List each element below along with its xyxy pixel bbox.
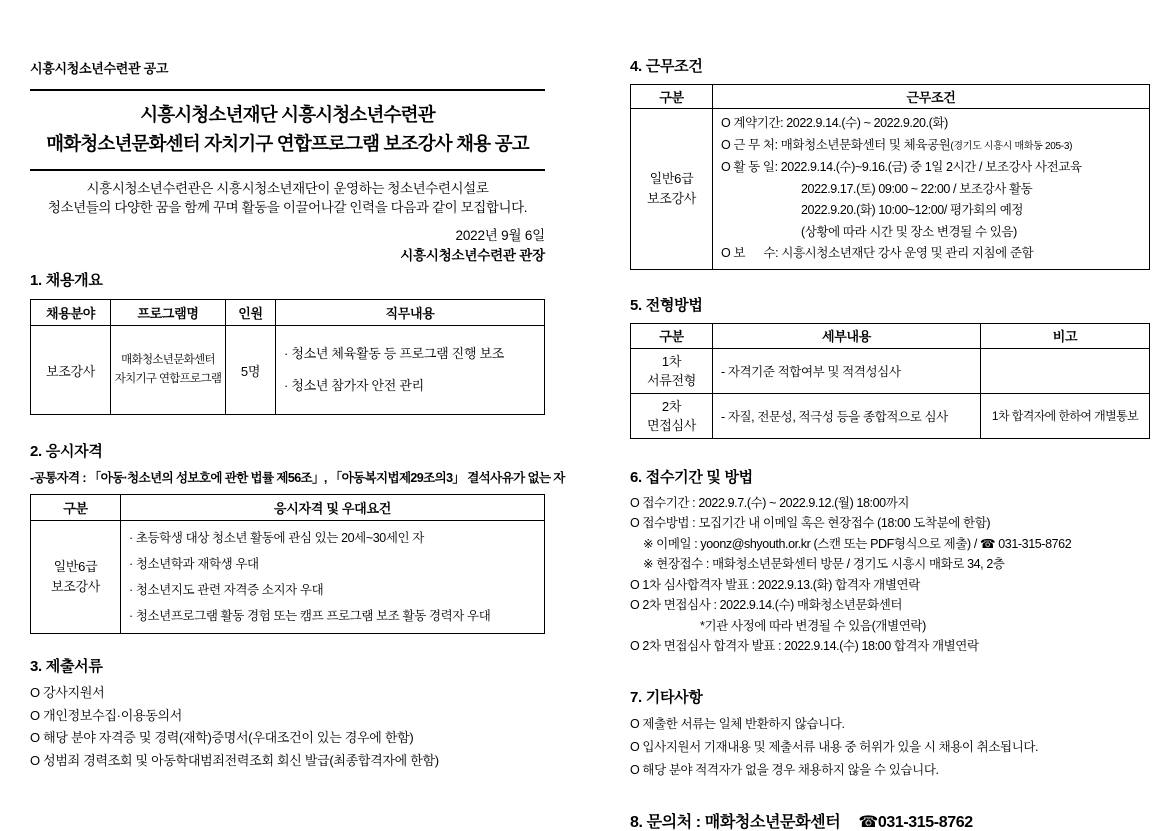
cell-note xyxy=(981,348,1150,393)
announcer-title: 시흥시청소년수련관 관장 xyxy=(400,248,545,263)
document-item: O 개인정보수집·이용동의서 xyxy=(30,707,182,723)
cell-qualifications xyxy=(121,521,545,634)
qualification-item: · 청소년학과 재학생 우대 xyxy=(129,557,259,571)
application-item: O 접수방법 : 모집기간 내 이메일 혹은 현장접수 (18:00 도착분에 한함) xyxy=(630,516,991,530)
condition-text: 2022.9.17.(토) 09:00 ~ 22:00 / 보조강사 활동 xyxy=(801,181,1033,196)
etc-item: O 해당 분야 적격자가 없을 경우 채용하지 않을 수 있습니다. xyxy=(630,762,939,777)
table-row xyxy=(631,393,1150,438)
stage-line-2: 면접심사 xyxy=(646,417,697,433)
intro-line-2: 청소년들의 다양한 꿈을 함께 꾸며 활동을 이끌어나갈 인력을 다음과 같이 모집합니다. xyxy=(47,200,528,215)
common-qualification: -공통자격 : 「아동·청소년의 성보호에 관한 법률 제56조」, 「아동복지법제29조의3」 결석사유가 없는 자 xyxy=(30,471,565,485)
cell-program xyxy=(111,326,226,415)
table-row xyxy=(631,109,1150,270)
application-item: O 1차 심사합격자 발표 : 2022.9.13.(화) 합격자 개별연락 xyxy=(630,577,920,592)
col-header-note: 비고 xyxy=(981,323,1150,348)
col-header-category: 구분 xyxy=(31,495,121,521)
col-header-conditions: 근무조건 xyxy=(713,85,1150,109)
qualification-item: · 청소년프로그램 활동 경험 또는 캠프 프로그램 보조 활동 경력자 우대 xyxy=(129,609,491,623)
table-row xyxy=(31,326,545,415)
work-conditions-table xyxy=(630,84,1150,270)
section-heading-etc: 7. 기타사항 xyxy=(630,688,703,706)
cell-stage xyxy=(631,393,713,438)
cell-detail: - 자질, 전문성, 적극성 등을 종합적으로 심사 xyxy=(713,393,981,438)
condition-line xyxy=(721,113,1141,135)
cell-conditions xyxy=(713,109,1150,270)
table-header-row xyxy=(31,300,545,326)
eligibility-table xyxy=(30,494,545,634)
condition-text: O 활 동 일: 2022.9.14.(수)~9.16.(금) 중 1일 2시간 / 보조강사 사전교육 xyxy=(721,160,1082,174)
intro-paragraph xyxy=(30,179,545,217)
duty-item: · 청소년 체육활동 등 프로그램 진행 보조 xyxy=(284,346,505,361)
qualification-item: · 청소년지도 관련 자격증 소지자 우대 xyxy=(129,583,324,597)
table-header-row xyxy=(631,85,1150,109)
cell-stage xyxy=(631,348,713,393)
intro-line-1: 시흥시청소년수련관은 시흥시청소년재단이 운영하는 청소년수련시설로 xyxy=(86,181,489,196)
col-header-category: 구분 xyxy=(631,323,713,348)
condition-line xyxy=(721,222,1141,244)
notice-label: 시흥시청소년수련관 공고 xyxy=(30,61,169,76)
document-item: O 성범죄 경력조회 및 아동학대범죄전력조회 회신 발급(최종합격자에 한함) xyxy=(30,752,439,768)
section-heading-recruit-overview: 1. 채용개요 xyxy=(30,272,103,289)
recruit-overview-table xyxy=(30,299,545,415)
stage-line-1: 2차 xyxy=(661,398,682,414)
grade-line-2: 보조강사 xyxy=(646,190,697,206)
section-heading-documents: 3. 제출서류 xyxy=(30,658,103,675)
selection-method-table xyxy=(630,323,1150,439)
grade-line-1: 일반6급 xyxy=(53,559,98,574)
col-header-duty: 직무내용 xyxy=(276,300,545,326)
cell-grade xyxy=(631,109,713,270)
condition-line xyxy=(721,200,1141,222)
col-header-field: 채용분야 xyxy=(31,300,111,326)
etc-list xyxy=(630,713,1150,782)
application-item: O 접수기간 : 2022.9.7.(수) ~ 2022.9.12.(월) 18:00까지 xyxy=(630,495,910,510)
cell-duties xyxy=(276,326,545,415)
application-item: O 2차 면접심사 : 2022.9.14.(수) 매화청소년문화센터 xyxy=(630,598,903,612)
condition-line xyxy=(721,135,1141,158)
contact-line xyxy=(630,809,1150,831)
documents-list xyxy=(30,682,545,772)
grade-line-2: 보조강사 xyxy=(50,579,101,594)
etc-item: O 제출한 서류는 일체 반환하지 않습니다. xyxy=(630,716,845,731)
col-header-program: 프로그램명 xyxy=(111,300,226,326)
contact-phone: ☎031-315-8762 xyxy=(858,813,973,831)
condition-text: O 보 수: 시흥시청소년재단 강사 운영 및 관리 지침에 준함 xyxy=(721,246,1034,260)
condition-text: (상황에 따라 시간 및 장소 변경될 수 있음) xyxy=(801,224,1017,239)
cell-note: 1차 합격자에 한하여 개별통보 xyxy=(981,393,1150,438)
condition-line xyxy=(721,243,1141,265)
title-line-2: 매화청소년문화센터 자치기구 연합프로그램 보조강사 채용 공고 xyxy=(46,133,529,154)
table-row xyxy=(31,521,545,634)
condition-line xyxy=(721,157,1141,179)
condition-line xyxy=(721,179,1141,201)
section-heading-eligibility: 2. 응시자격 xyxy=(30,443,103,460)
document-title-block xyxy=(30,89,545,171)
grade-line-1: 일반6급 xyxy=(649,170,694,186)
section-heading-work-conditions: 4. 근무조건 xyxy=(630,58,703,75)
duty-item: · 청소년 참가자 안전 관리 xyxy=(284,378,424,393)
program-line-1: 매화청소년문화센터 xyxy=(121,354,215,366)
application-list xyxy=(630,493,1150,657)
condition-address-small: (경기도 시흥시 매화동 205-3) xyxy=(950,140,1073,152)
right-column xyxy=(630,58,1150,831)
cell-detail: - 자격기준 적합여부 및 적격성심사 xyxy=(713,348,981,393)
col-header-qualification: 응시자격 및 우대요건 xyxy=(121,495,545,521)
section-heading-selection-method: 5. 전형방법 xyxy=(630,296,703,314)
announcement-date: 2022년 9월 6일 xyxy=(455,228,545,243)
application-item-email: ※ 이메일 : yoonz@shyouth.or.kr (스캔 또는 PDF형식으로 제출) / ☎ 031-315-8762 xyxy=(643,536,1072,551)
col-header-count: 인원 xyxy=(226,300,276,326)
col-header-category: 구분 xyxy=(631,85,713,109)
stage-line-1: 1차 xyxy=(661,353,682,369)
condition-text: O 계약기간: 2022.9.14.(수) ~ 2022.9.20.(화) xyxy=(721,116,948,130)
table-header-row xyxy=(631,323,1150,348)
application-item: O 2차 면접심사 합격자 발표 : 2022.9.14.(수) 18:00 합격자 개별연락 xyxy=(630,639,979,653)
cell-grade xyxy=(31,521,121,634)
table-row xyxy=(631,348,1150,393)
application-item-note: *기관 사정에 따라 변경될 수 있음(개별연락) xyxy=(700,618,926,633)
qualification-item: · 초등학생 대상 청소년 활동에 관심 있는 20세~30세인 자 xyxy=(129,531,424,545)
cell-field: 보조강사 xyxy=(31,326,111,415)
date-signature-block xyxy=(30,226,545,266)
application-item-visit: ※ 현장접수 : 매화청소년문화센터 방문 / 경기도 시흥시 매화로 34, 2층 xyxy=(643,557,1005,571)
cell-count: 5명 xyxy=(226,326,276,415)
contact-label: 8. 문의처 : 매화청소년문화센터 xyxy=(630,813,841,831)
section-heading-application: 6. 접수기간 및 방법 xyxy=(630,468,753,486)
document-item: O 강사지원서 xyxy=(30,685,105,700)
program-line-2: 자치기구 연합프로그램 xyxy=(114,373,222,385)
col-header-detail: 세부내용 xyxy=(713,323,981,348)
document-item: O 해당 분야 자격증 및 경력(재학)증명서(우대조건이 있는 경우에 한함) xyxy=(30,730,414,745)
condition-text: 2022.9.20.(화) 10:00~12:00/ 평가회의 예정 xyxy=(801,203,1024,217)
left-column xyxy=(30,58,565,831)
table-header-row xyxy=(31,495,545,521)
etc-item: O 입사지원서 기재내용 및 제출서류 내용 중 허위가 있을 시 채용이 취소됩니다. xyxy=(630,739,1039,754)
stage-line-2: 서류전형 xyxy=(646,372,697,388)
condition-text: O 근 무 처: 매화청소년문화센터 및 체육공원 xyxy=(721,137,951,152)
title-line-1: 시흥시청소년재단 시흥시청소년수련관 xyxy=(140,104,435,125)
